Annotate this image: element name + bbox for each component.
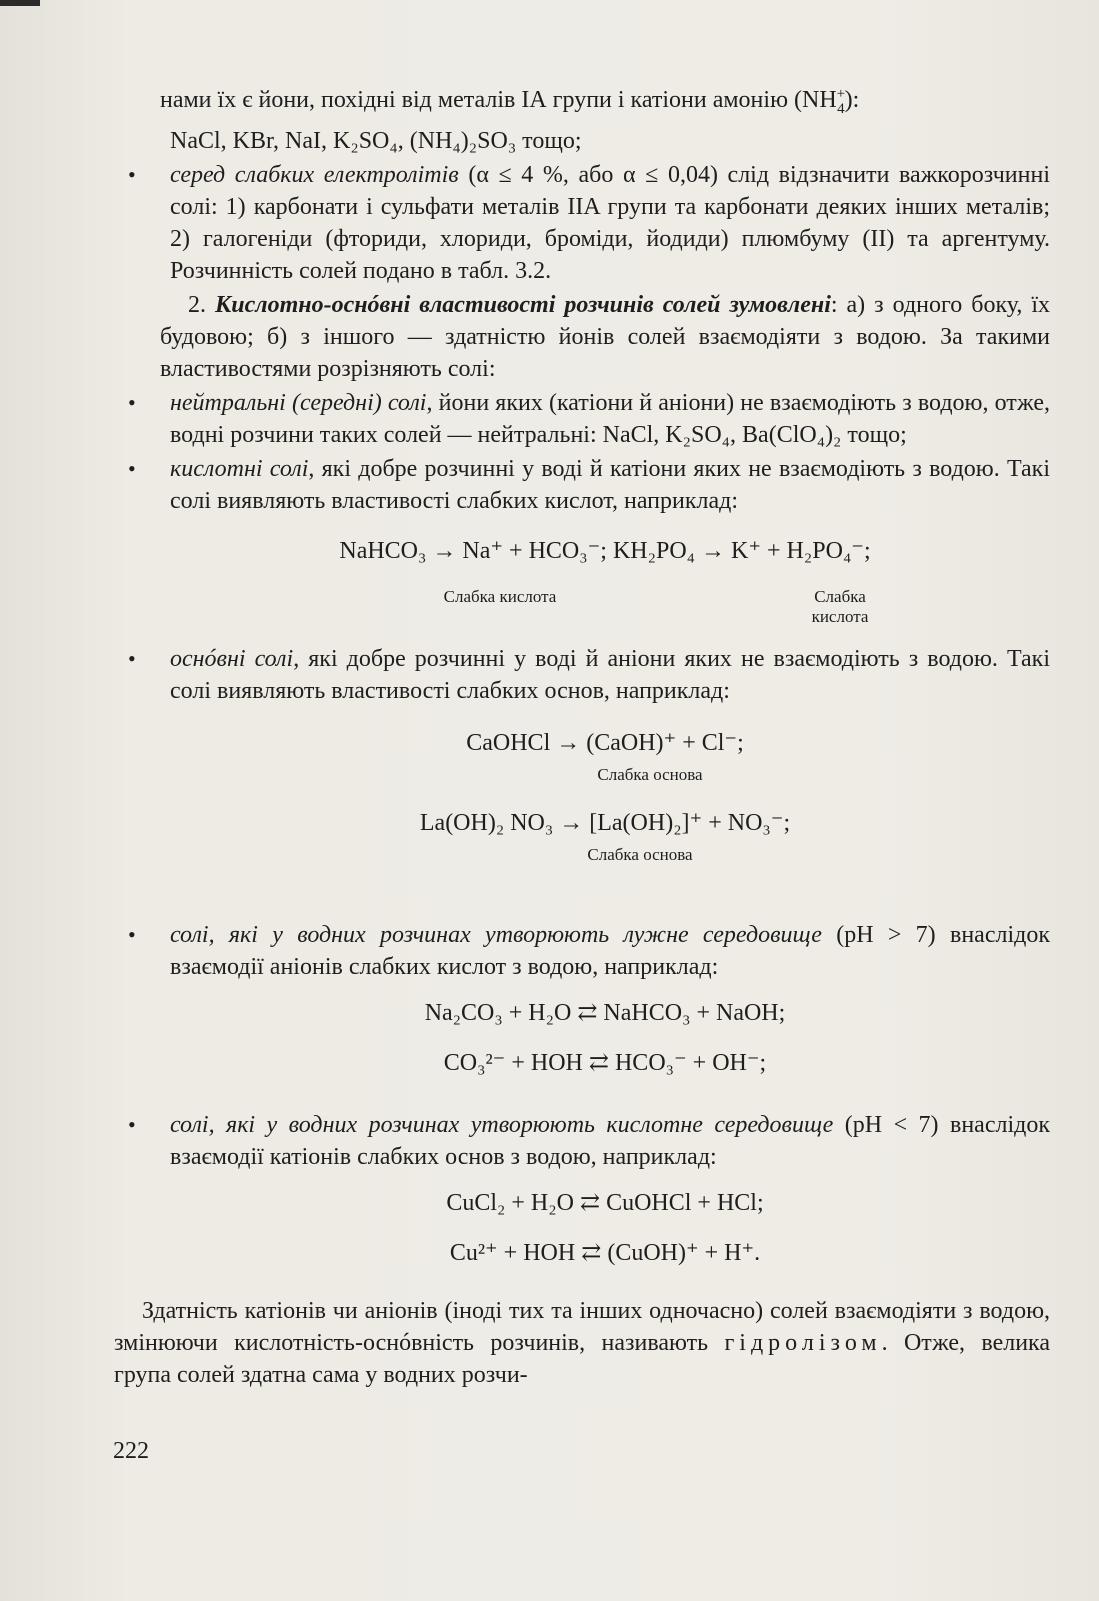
bullet-alkaline-salts: • солі, які у водних розчинах утворюють лужне середовище (pH > 7) внаслідок взаємодії аніонів слабких кислот з водою, наприклад: — [160, 919, 1050, 983]
paragraph-continued: нами їх є йони, похідні від металів ІА групи і катіони амонію $(NH^+_4)$: — [160, 86, 860, 117]
scan-corner-mark — [0, 0, 40, 6]
equation-acid-salts: NaHCO₃ → Na⁺ + HCO₃⁻; KH₂PO₄ → K⁺ + H₂PO₄⁻; — [339, 537, 871, 564]
bullet-acidic-salts: • солі, які у водних розчинах утворюють кислотне середовище (pH < 7) внаслідок взаємодії катіонів слабких основ з водою, наприклад: — [160, 1109, 1050, 1173]
label-weak-base-2: Слабка основа — [587, 844, 693, 864]
equation-cu2: Cu²⁺ + HOH ⇄ (CuOH)⁺ + H⁺. — [449, 1239, 761, 1266]
equation-block-basic-salts — [160, 727, 1050, 917]
bullet-weak-electrolytes: • серед слабких електролітів (α ≤ 4 %, або α ≤ 0,04) слід відзначити важкорозчинні солі: 1) карбонати і сульфати металів IIA групи та карбонати деяких інших металів; 2) галогеніди (фториди, хлориди, броміди, йодиди) плюмбуму (II) та аргентуму. Розчинність солей подано в табл. 3.2. — [160, 159, 1050, 287]
paragraph-acid-base-properties: 2. Кислотно-оснóвні властивості розчинів солей зумовлені: а) з одного боку, їх будовою; б) з іншого — здатністю йонів солей взаємодіяти з водою. За такими властивостями розрізняють солі: — [160, 291, 1051, 382]
equation-cucl2: CuCl₂ + H₂O ⇄ CuOHCl + HCl; — [446, 1189, 764, 1216]
equation-block-acid-salts — [160, 535, 1050, 633]
bullet-basic-salts: • оснóвні солі, які добре розчинні у воді й аніони яких не взаємодіють з водою. Такі солі виявляють властивості слабких основ, наприклад: — [160, 643, 1050, 707]
bullet-neutral-salts: • нейтральні (середні) солі, йони яких (катіони й аніони) не взаємодіють з водою, отже, водні розчини таких солей — нейтральні: NaCl, K₂SO₄, Ba(ClO₄)₂ тощо; — [160, 387, 1050, 451]
salt-examples-line: NaCl, KBr, NaI, K₂SO₄, (NH₄)₂SO₃ тощо; — [170, 127, 582, 154]
label-weak-acid-1: Слабка кислота — [443, 586, 557, 606]
page-content — [114, 78, 1051, 1391]
equation-la-oh: La(OH)₂ NO₃ → [La(OH)₂]⁺ + NO₃⁻; — [419, 809, 791, 836]
page-number: 222 — [113, 1438, 149, 1464]
bullet-acid-salts: • кислотні солі, які добре розчинні у воді й катіони яких не взаємодіють з водою. Такі солі виявляють властивості слабких кислот, наприклад: — [160, 453, 1050, 517]
paragraph-hydrolysis: Здатність катіонів чи аніонів (іноді тих та інших одночасно) солей взаємодіяти з водою, змінюючи кислотність-оснóвність розчинів, називають гідролізом. Отже, велика група солей здатна сама у водних розчи- — [114, 1297, 1050, 1388]
equation-co3: CO₃²⁻ + HOH ⇄ HCO₃⁻ + OH⁻; — [443, 1049, 767, 1076]
equation-caohcl: CaOHCl → (CaOH)⁺ + Cl⁻; — [466, 729, 744, 756]
label-weak-acid-2: Слабка кислота — [811, 586, 869, 626]
equation-na2co3: Na₂CO₃ + H₂O ⇄ NaHCO₃ + NaOH; — [424, 999, 786, 1026]
label-weak-base-1: Слабка основа — [597, 764, 703, 784]
